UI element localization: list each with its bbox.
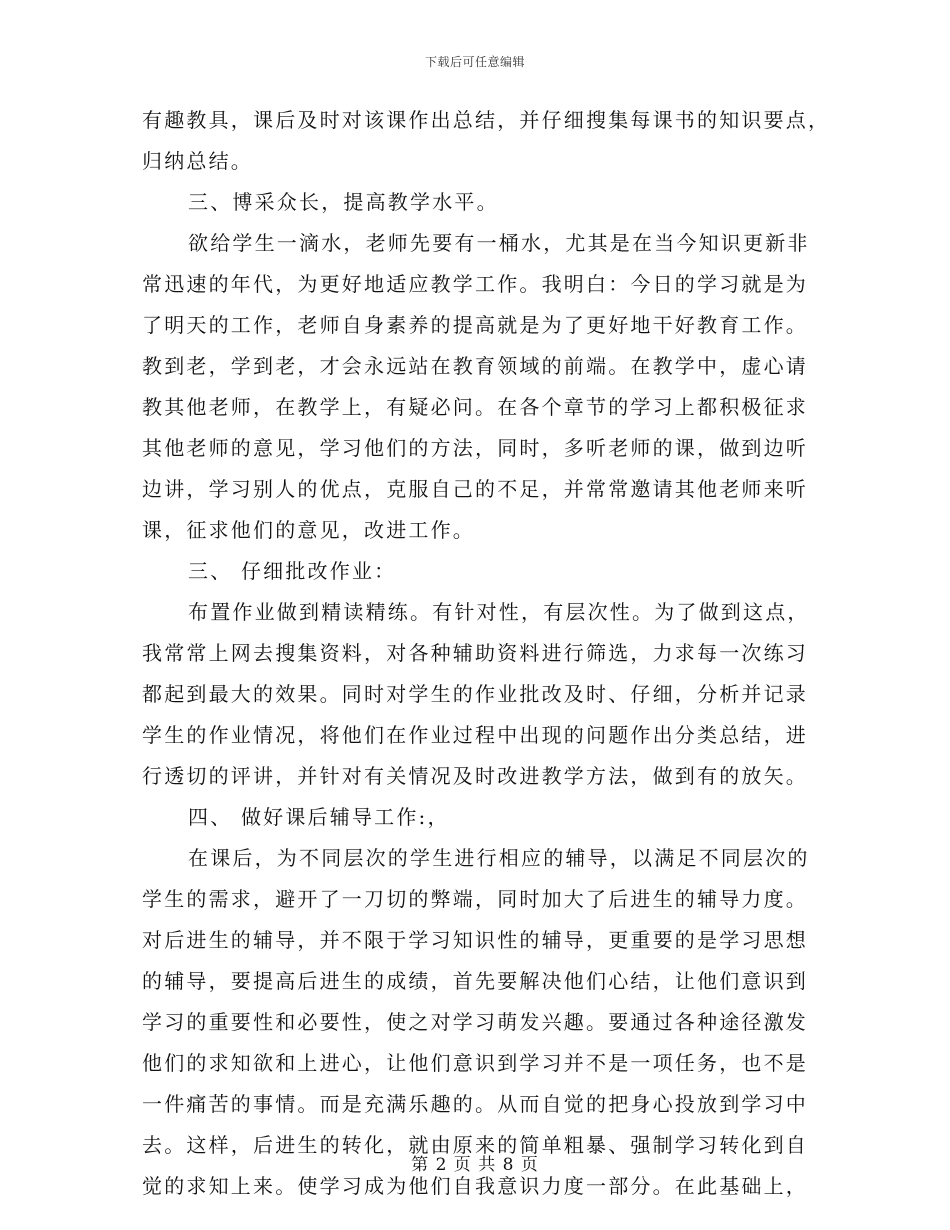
section-heading: 四、 做好课后辅导工作:， <box>188 805 450 829</box>
paragraph-first-line: 欲给学生一滴水，老师先要有一桶水，尤其是在当今知识更新非 <box>188 231 810 255</box>
text-line: 学生的作业情况，将他们在作业过程中出现的问题作出分类总结，进 <box>142 723 808 747</box>
text-line: 学习的重要性和必要性，使之对学习萌发兴趣。要通过各种途径激发 <box>142 1010 808 1034</box>
text-line: 觉的求知上来。使学习成为他们自我意识力度一部分。在此基础上， <box>142 1174 808 1198</box>
text-line: 的辅导，要提高后进生的成绩，首先要解决他们心结，让他们意识到 <box>142 969 808 993</box>
text-line: 常迅速的年代，为更好地适应教学工作。我明白：今日的学习就是为 <box>142 272 808 296</box>
text-line: 其他老师的意见，学习他们的方法，同时，多听老师的课，做到边听 <box>142 436 808 460</box>
text-line: 都起到最大的效果。同时对学生的作业批改及时、仔细，分析并记录 <box>142 682 808 706</box>
text-line: 归纳总结。 <box>142 149 253 173</box>
page-number-text: 第 2 页 共 8 页 <box>411 1155 539 1175</box>
paragraph-first-line: 在课后，为不同层次的学生进行相应的辅导，以满足不同层次的 <box>188 846 810 870</box>
text-line: 教到老，学到老，才会永远站在教育领域的前端。在教学中，虚心请 <box>142 354 808 378</box>
text-line: 对后进生的辅导，并不限于学习知识性的辅导，更重要的是学习思想 <box>142 928 808 952</box>
section-heading: 三、博采众长，提高教学水平。 <box>188 190 499 214</box>
text-line: 教其他老师，在教学上，有疑必问。在各个章节的学习上都积极征求 <box>142 395 808 419</box>
page-number-footer <box>0 1150 950 1175</box>
text-line: 行透切的评讲，并针对有关情况及时改进教学方法，做到有的放矢。 <box>142 764 808 788</box>
text-line: 他们的求知欲和上进心，让他们意识到学习并不是一项任务，也不是 <box>142 1051 808 1075</box>
text-line: 课，征求他们的意见，改进工作。 <box>142 518 475 542</box>
text-line: 我常常上网去搜集资料，对各种辅助资料进行筛选，力求每一次练习 <box>142 641 808 665</box>
text-line: 有趣教具，课后及时对该课作出总结，并仔细搜集每课书的知识要点， <box>142 108 831 132</box>
text-line: 了明天的工作，老师自身素养的提高就是为了更好地干好教育工作。 <box>142 313 808 337</box>
paragraph-first-line: 布置作业做到精读精练。有针对性，有层次性。为了做到这点， <box>188 600 810 624</box>
page-header-note: 下载后可任意编辑 <box>424 55 525 69</box>
section-heading: 三、 仔细批改作业： <box>188 559 397 583</box>
text-line: 学生的需求，避开了一刀切的弊端，同时加大了后进生的辅导力度。 <box>142 887 808 911</box>
document-body <box>142 100 831 1207</box>
text-line: 边讲，学习别人的优点，克服自己的不足，并常常邀请其他老师来听 <box>142 477 808 501</box>
text-line: 一件痛苦的事情。而是充满乐趣的。从而自觉的把身心投放到学习中 <box>142 1092 808 1116</box>
text-line: 去。这样，后进生的转化，就由原来的简单粗暴、强制学习转化到自 <box>142 1133 808 1157</box>
